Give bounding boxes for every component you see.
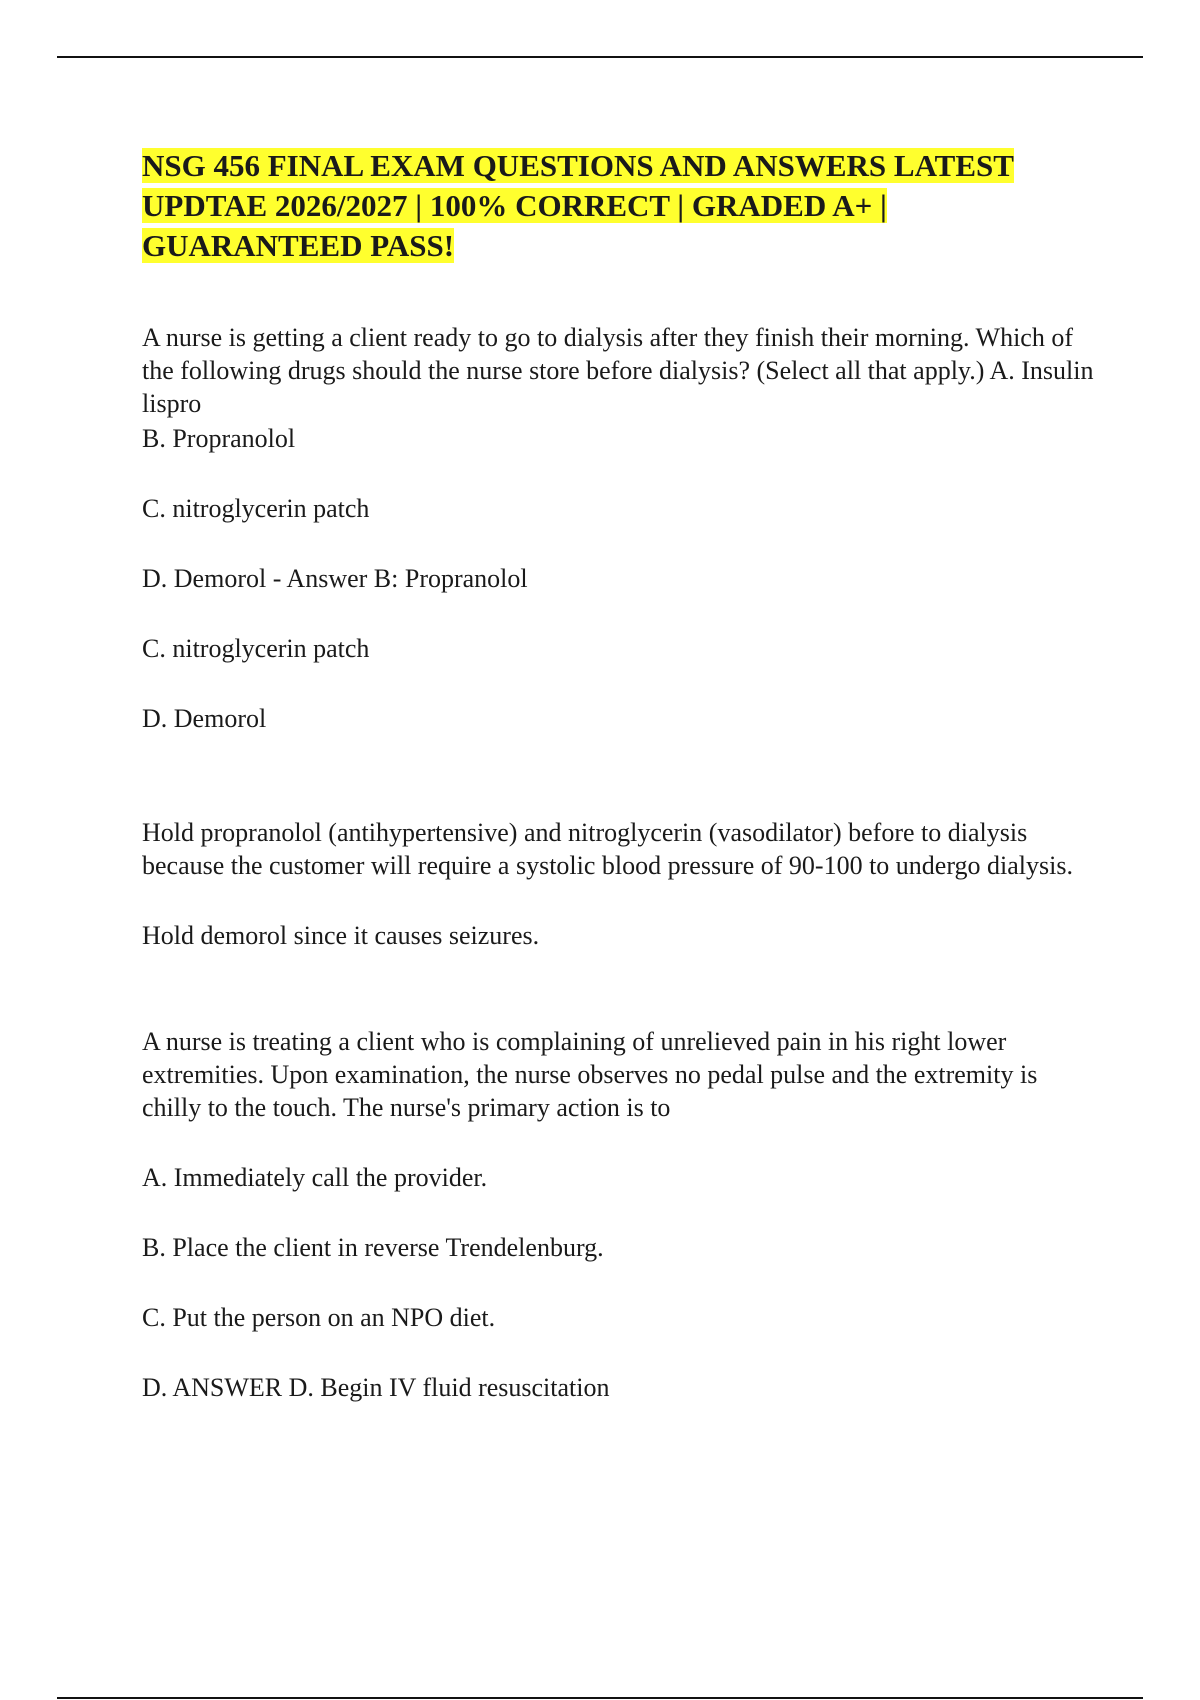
question-2-option-d-answer: D. ANSWER D. Begin IV fluid resuscitation bbox=[142, 1373, 610, 1402]
question-2-option-b: B. Place the client in reverse Trendelenburg. bbox=[142, 1233, 604, 1262]
document-body bbox=[142, 146, 1102, 1404]
question-2 bbox=[142, 1025, 1102, 1404]
question-2-stem: A nurse is treating a client who is complaining of unrelieved pain in his right lower extremities. Upon examination, the nurse observes no pedal pulse and the extremity is chilly to the touch. The nurse's primary action is to bbox=[142, 1027, 1038, 1122]
top-rule bbox=[57, 56, 1143, 58]
title-highlight: NSG 456 FINAL EXAM QUESTIONS AND ANSWERS LATEST UPDTAE 2026/2027 | 100% CORRECT | GRADED A+ | GUARANTEED PASS! bbox=[142, 148, 1014, 263]
question-1-option-b: B. Propranolol bbox=[142, 424, 296, 453]
question-1-stem: A nurse is getting a client ready to go to dialysis after they finish their morning. Which of the following drugs should the nurse store before dialysis? (Select all that apply.) A. Insulin lispro bbox=[142, 323, 1094, 418]
question-2-option-c: C. Put the person on an NPO diet. bbox=[142, 1303, 496, 1332]
document-title bbox=[142, 146, 1072, 266]
question-1-option-c: C. nitroglycerin patch bbox=[142, 494, 370, 523]
question-1-explanation-2: Hold demorol since it causes seizures. bbox=[142, 921, 540, 950]
question-1 bbox=[142, 321, 1102, 952]
question-1-option-d-answer: D. Demorol - Answer B: Propranolol bbox=[142, 564, 528, 593]
bottom-rule bbox=[57, 1697, 1143, 1699]
question-1-answer-c: C. nitroglycerin patch bbox=[142, 634, 370, 663]
question-2-option-a: A. Immediately call the provider. bbox=[142, 1163, 488, 1192]
question-1-explanation: Hold propranolol (antihypertensive) and nitroglycerin (vasodilator) before to dialysis because the customer will require a systolic blood pressure of 90-100 to undergo dialysis. bbox=[142, 818, 1073, 880]
question-1-answer-d: D. Demorol bbox=[142, 704, 267, 733]
